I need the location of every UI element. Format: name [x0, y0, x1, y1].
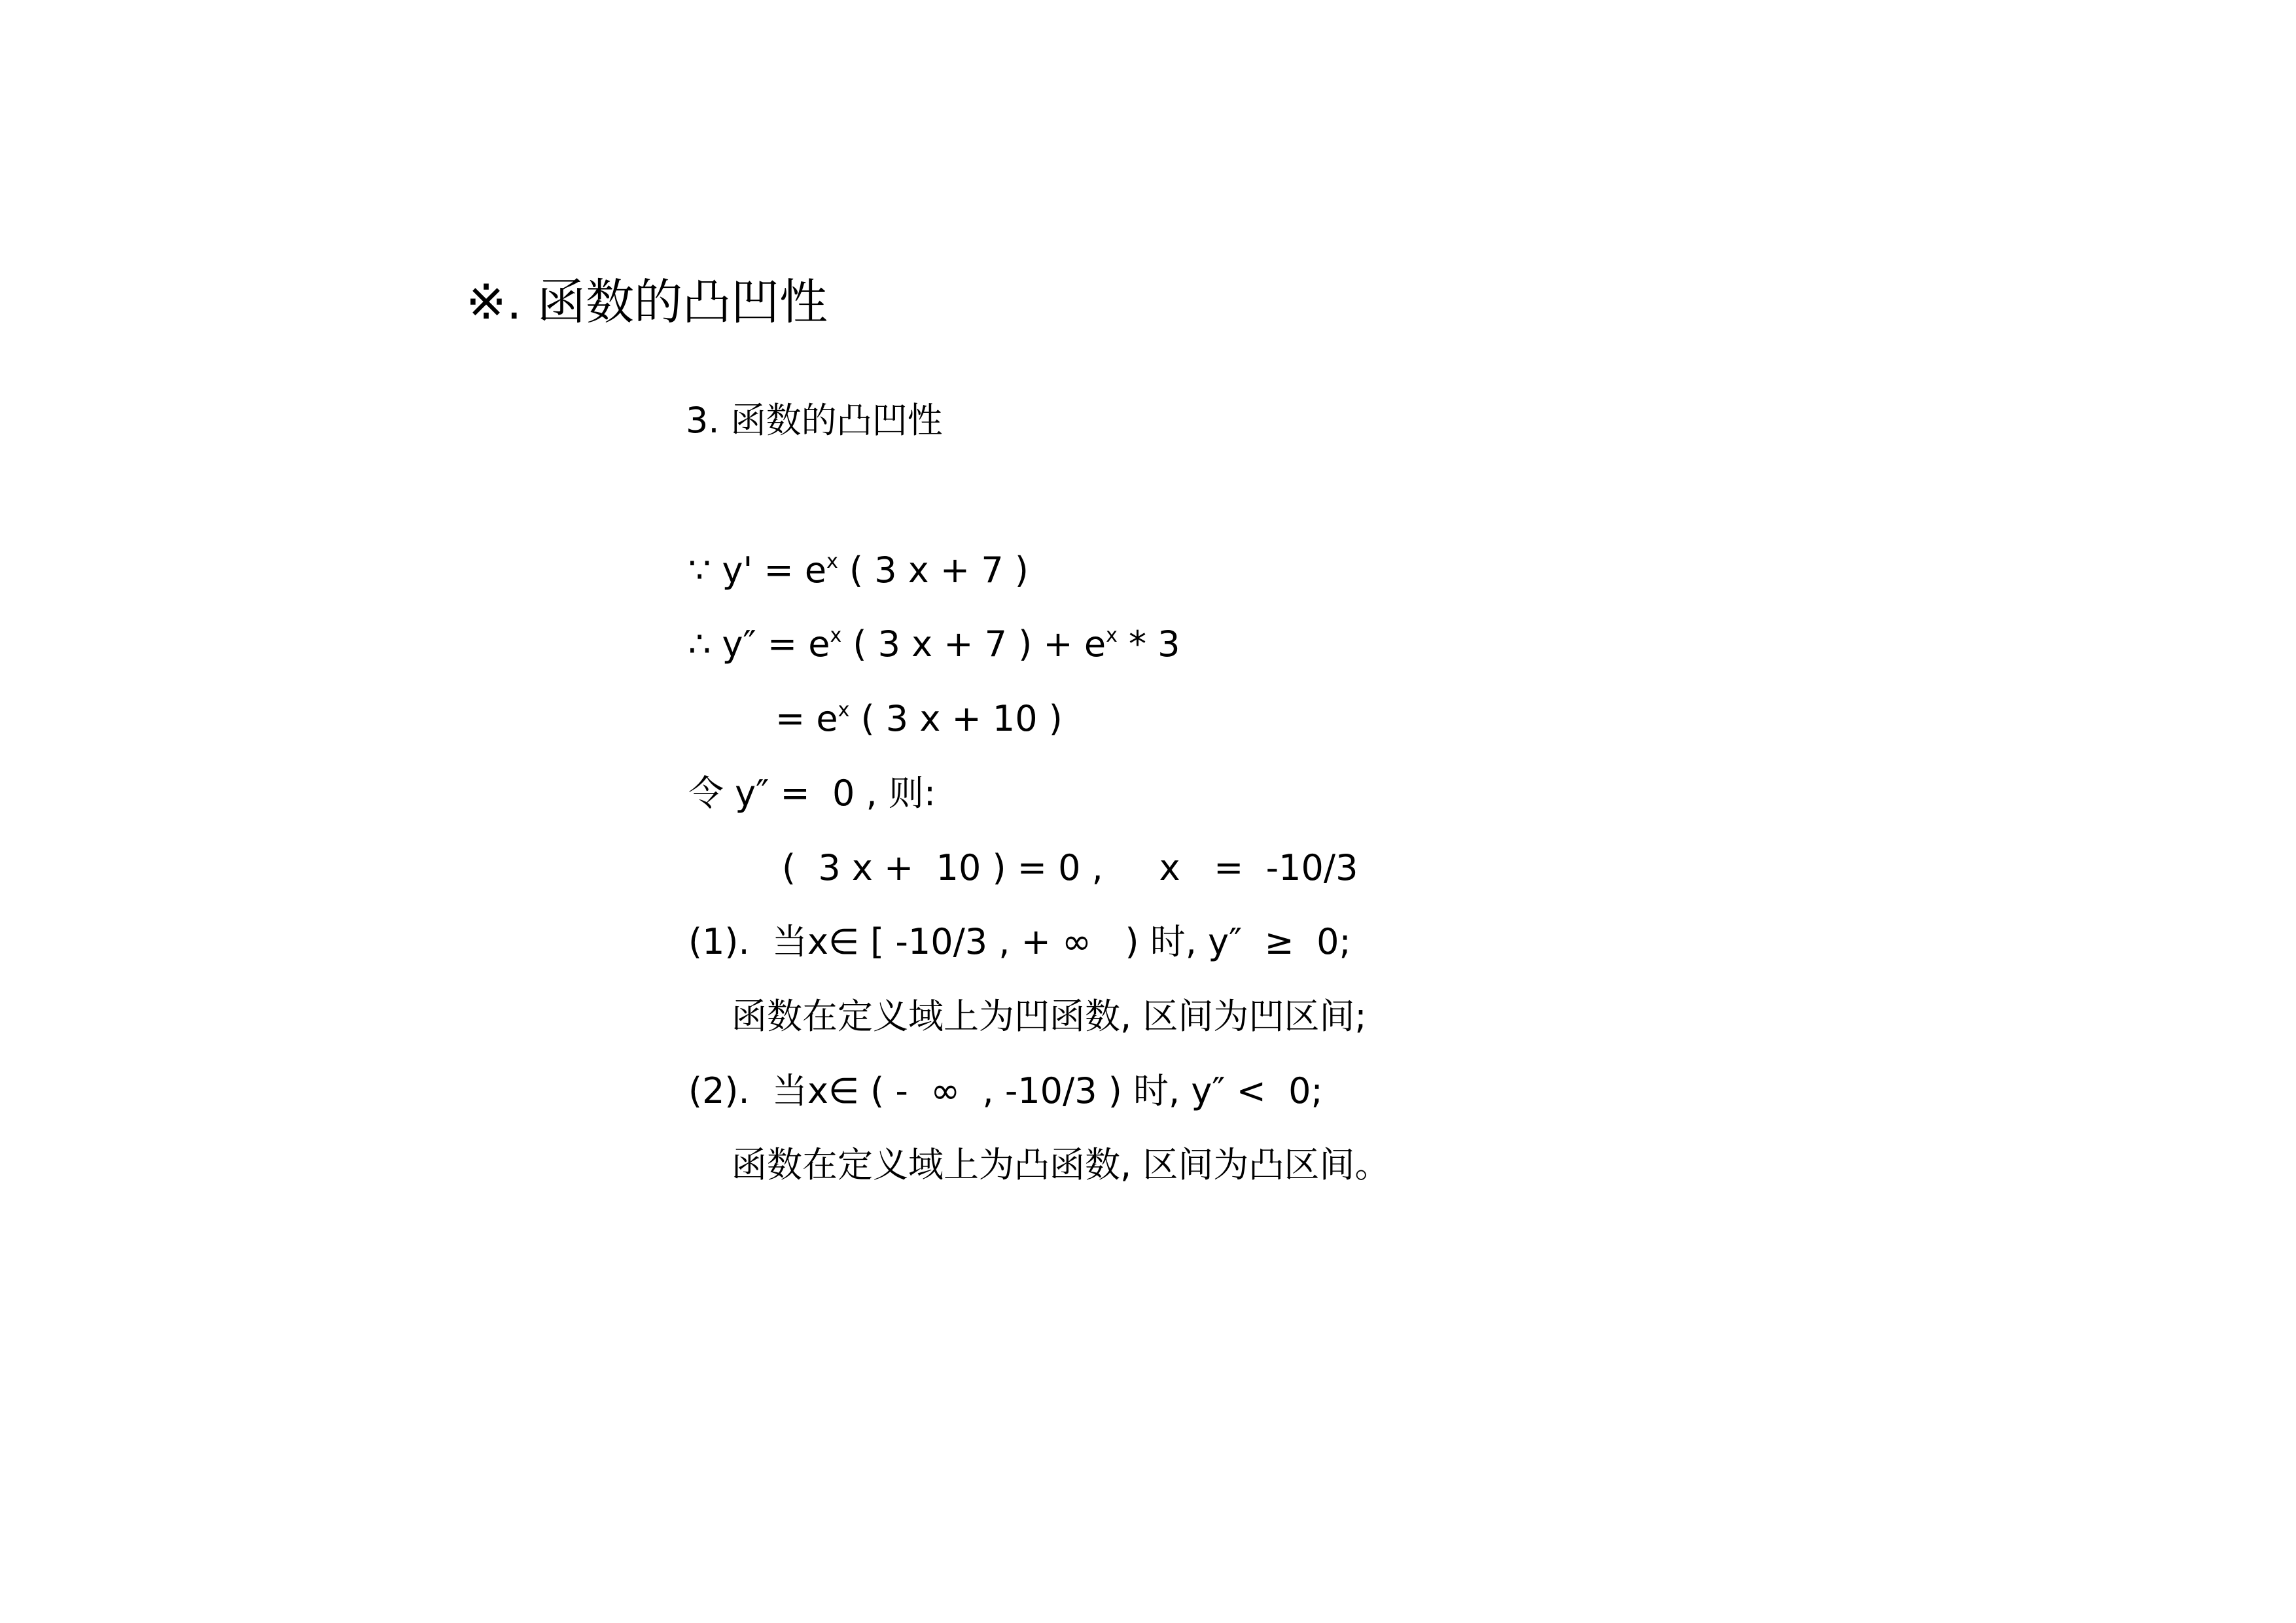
- case-1-conclusion: 函数在定义域上为凹函数, 区间为凹区间;: [732, 996, 1367, 1037]
- first-derivative-exponent: x: [826, 550, 838, 573]
- second-derivative-line: [688, 623, 1180, 665]
- simplified-exponent: x: [838, 699, 850, 722]
- section-heading: ※. 函数的凸凹性: [466, 274, 828, 330]
- first-derivative-rhs: ( 3 x + 7 ): [838, 550, 1029, 591]
- simplified-rhs: ( 3 x + 10 ): [849, 698, 1063, 739]
- case-2-conclusion: 函数在定义域上为凸函数, 区间为凸区间。: [732, 1144, 1390, 1185]
- first-derivative-lhs: ∵ y' = e: [688, 550, 827, 591]
- second-derivative-exponent: x: [830, 624, 842, 647]
- second-derivative-mid: ( 3 x + 7 ) + e: [841, 623, 1106, 665]
- simplified-lhs: = e: [775, 698, 838, 739]
- simplified-derivative-line: [775, 698, 1063, 739]
- second-derivative-exponent-2: x: [1106, 624, 1118, 647]
- set-zero-line: 令 y″ = 0 , 则:: [688, 773, 936, 814]
- subsection-heading: 3. 函数的凸凹性: [686, 400, 943, 441]
- second-derivative-tail: * 3: [1117, 623, 1180, 665]
- case-1-condition: (1). 当x∈ [ -10/3 , + ∞ ) 时, y″ ≥ 0;: [688, 921, 1351, 962]
- first-derivative-line: [688, 550, 1029, 591]
- solution-line: ( 3 x + 10 ) = 0 , x = -10/3: [782, 847, 1358, 888]
- case-2-condition: (2). 当x∈ ( - ∞ , -10/3 ) 时, y″ < 0;: [688, 1070, 1323, 1111]
- second-derivative-lhs: ∴ y″ = e: [688, 623, 830, 665]
